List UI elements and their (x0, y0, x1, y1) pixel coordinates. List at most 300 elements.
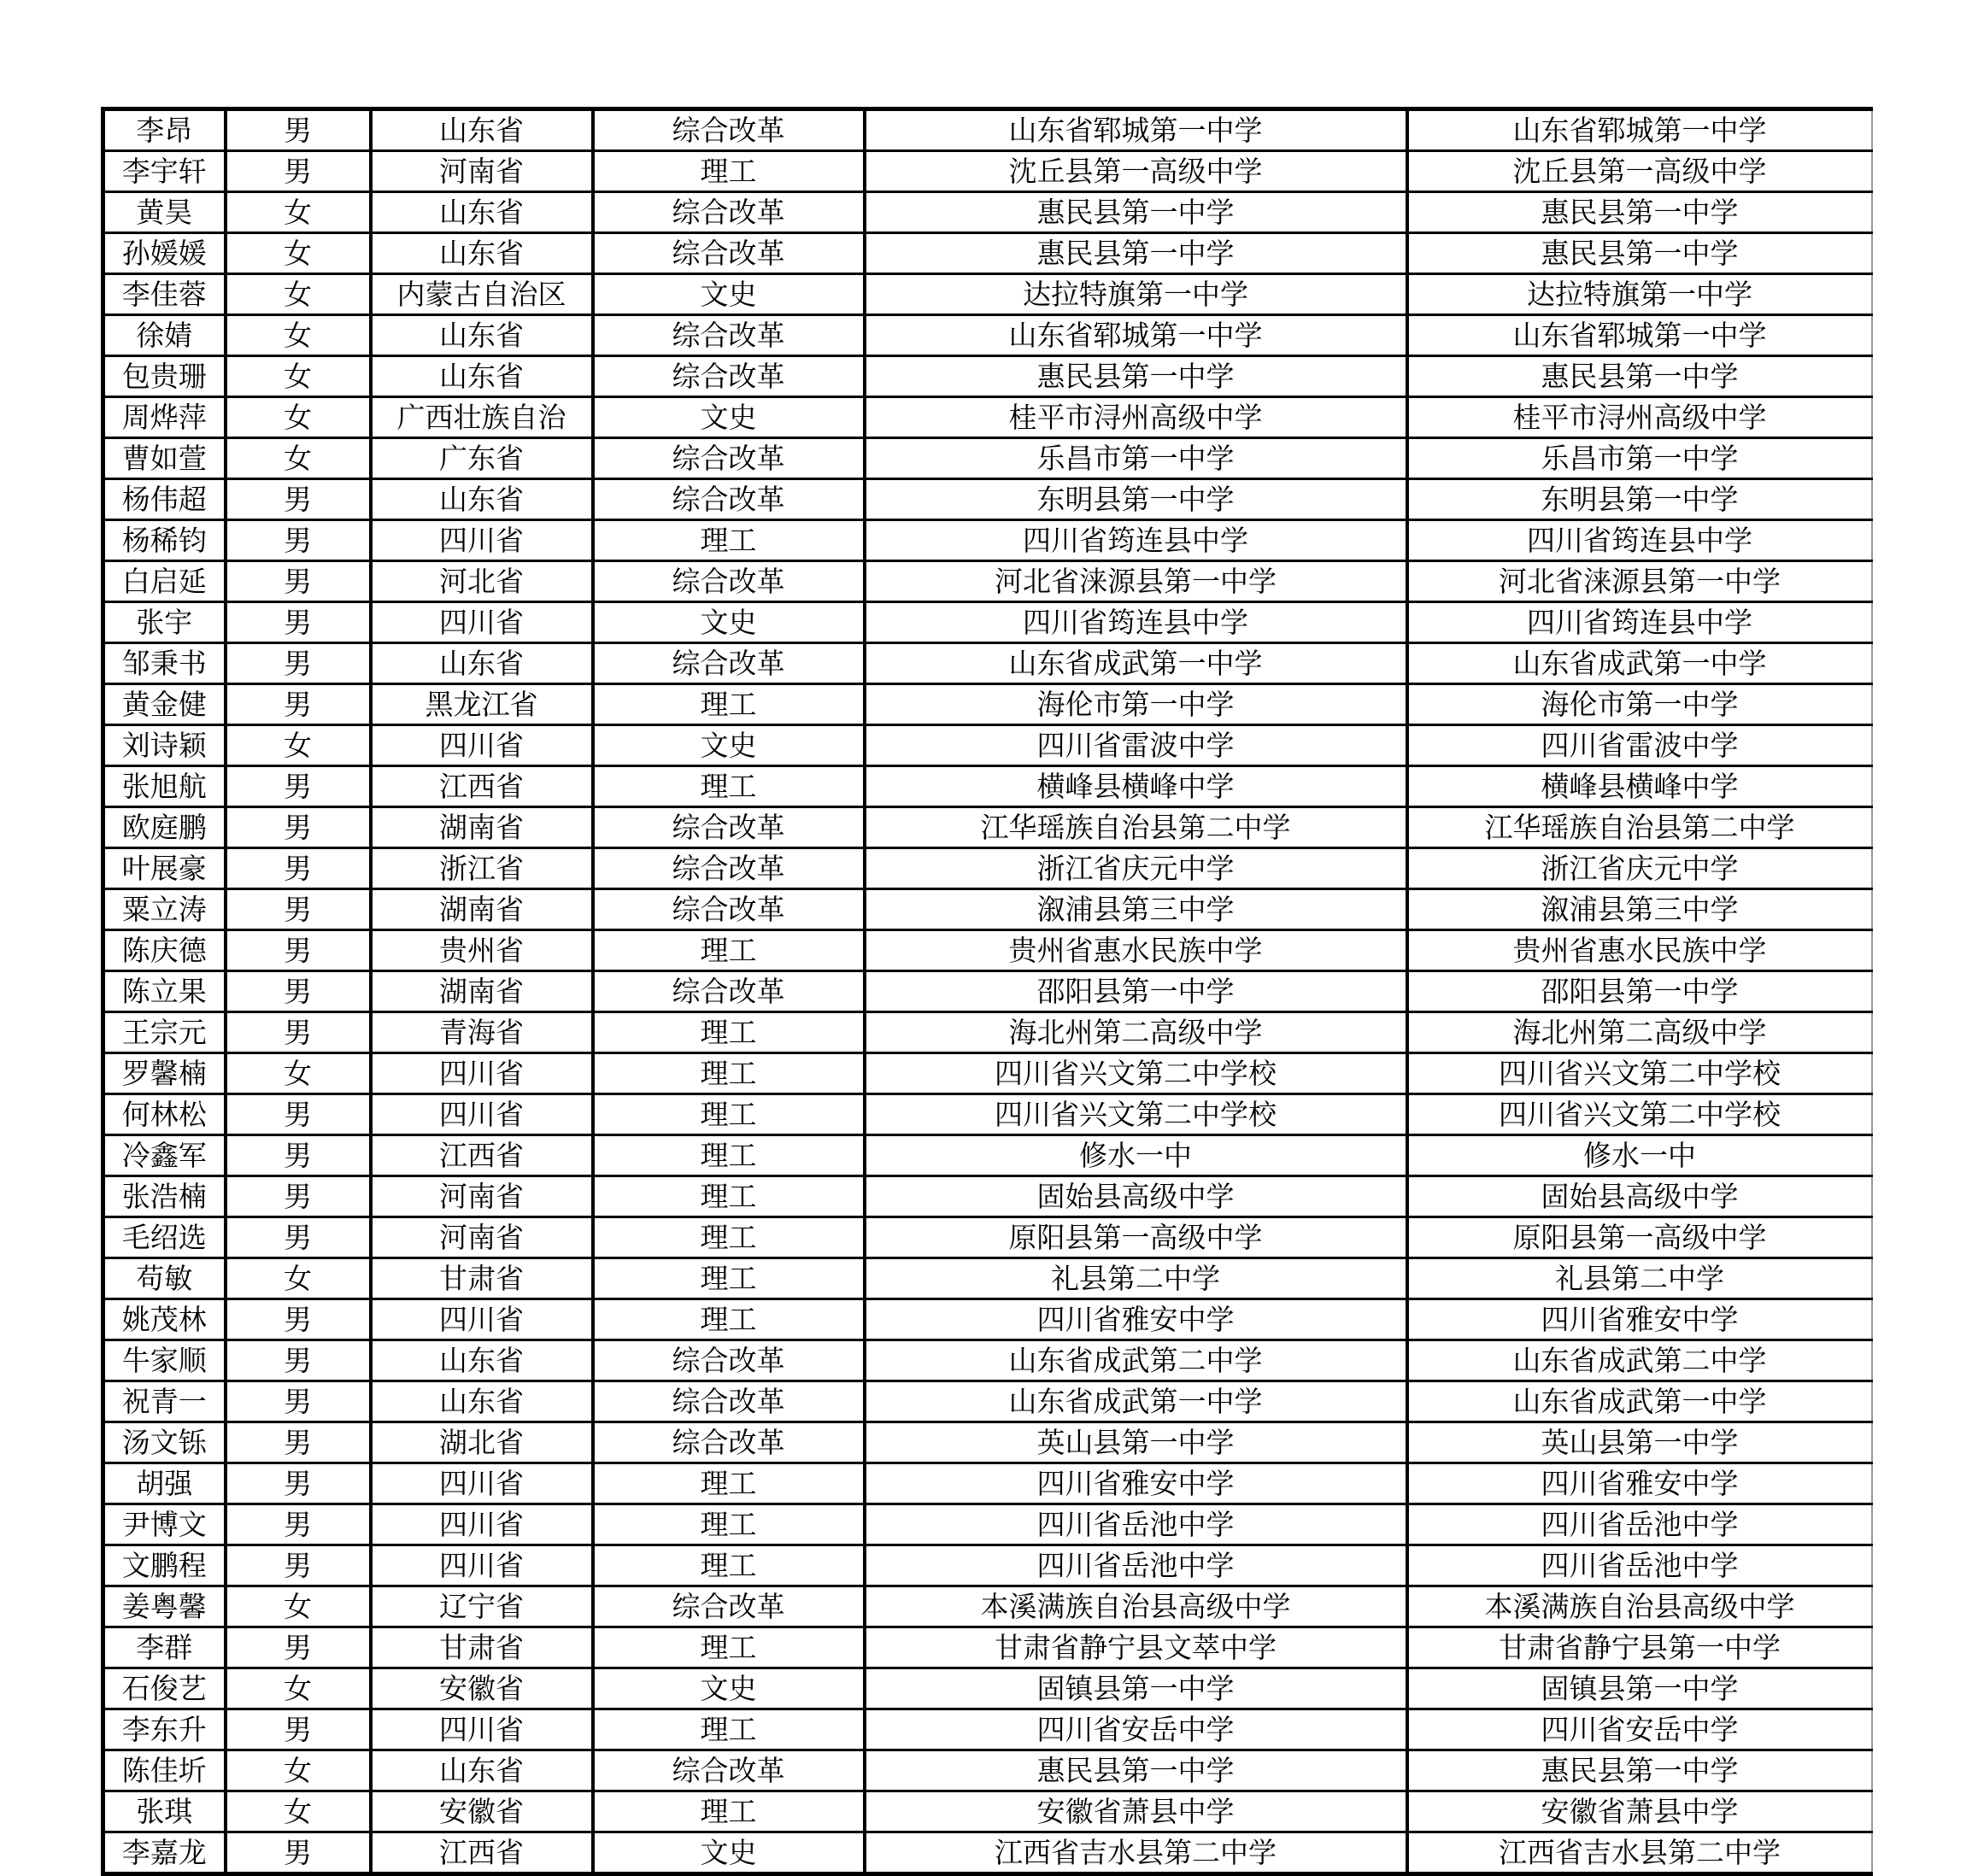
category-cell: 理工 (593, 684, 865, 725)
category-cell: 理工 (593, 1545, 865, 1586)
province-cell: 河南省 (371, 151, 593, 192)
gender-cell: 女 (226, 1750, 371, 1791)
province-cell: 山东省 (371, 315, 593, 356)
school-cell: 固镇县第一中学 (865, 1668, 1407, 1709)
table-row (103, 1586, 1872, 1627)
grad-school-cell: 东明县第一中学 (1407, 479, 1872, 520)
name-cell: 李东升 (103, 1709, 226, 1750)
name-cell: 张浩楠 (103, 1176, 226, 1217)
category-cell: 理工 (593, 1258, 865, 1299)
grad-school-cell: 四川省兴文第二中学校 (1407, 1094, 1872, 1135)
grad-school-cell: 惠民县第一中学 (1407, 356, 1872, 397)
school-cell: 惠民县第一中学 (865, 356, 1407, 397)
table-row (103, 1463, 1872, 1504)
school-cell: 四川省安岳中学 (865, 1709, 1407, 1750)
grad-school-cell: 四川省岳池中学 (1407, 1504, 1872, 1545)
category-cell: 综合改革 (593, 889, 865, 930)
table-row (103, 971, 1872, 1012)
grad-school-cell: 甘肃省静宁县第一中学 (1407, 1627, 1872, 1668)
table-row (103, 192, 1872, 233)
province-cell: 四川省 (371, 1545, 593, 1586)
school-cell: 四川省雅安中学 (865, 1463, 1407, 1504)
province-cell: 河北省 (371, 561, 593, 602)
school-cell: 海北州第二高级中学 (865, 1012, 1407, 1053)
table-row (103, 520, 1872, 561)
school-cell: 山东省郓城第一中学 (865, 109, 1407, 151)
school-cell: 修水一中 (865, 1135, 1407, 1176)
grad-school-cell: 沈丘县第一高级中学 (1407, 151, 1872, 192)
name-cell: 周烨萍 (103, 397, 226, 438)
grad-school-cell: 山东省郓城第一中学 (1407, 315, 1872, 356)
province-cell: 安徽省 (371, 1668, 593, 1709)
category-cell: 综合改革 (593, 192, 865, 233)
province-cell: 山东省 (371, 1750, 593, 1791)
school-cell: 四川省兴文第二中学校 (865, 1094, 1407, 1135)
name-cell: 黄昊 (103, 192, 226, 233)
province-cell: 四川省 (371, 1094, 593, 1135)
category-cell: 综合改革 (593, 971, 865, 1012)
category-cell: 综合改革 (593, 109, 865, 151)
grad-school-cell: 乐昌市第一中学 (1407, 438, 1872, 479)
table-row (103, 1422, 1872, 1463)
gender-cell: 男 (226, 684, 371, 725)
category-cell: 综合改革 (593, 356, 865, 397)
table-row (103, 1750, 1872, 1791)
gender-cell: 男 (226, 151, 371, 192)
gender-cell: 男 (226, 602, 371, 643)
name-cell: 文鹏程 (103, 1545, 226, 1586)
school-cell: 四川省筠连县中学 (865, 602, 1407, 643)
name-cell: 何林松 (103, 1094, 226, 1135)
table-row (103, 766, 1872, 807)
table-row (103, 1217, 1872, 1258)
gender-cell: 男 (226, 807, 371, 848)
school-cell: 固始县高级中学 (865, 1176, 1407, 1217)
category-cell: 综合改革 (593, 479, 865, 520)
province-cell: 安徽省 (371, 1791, 593, 1832)
province-cell: 湖南省 (371, 889, 593, 930)
school-cell: 浙江省庆元中学 (865, 848, 1407, 889)
gender-cell: 男 (226, 1709, 371, 1750)
grad-school-cell: 邵阳县第一中学 (1407, 971, 1872, 1012)
province-cell: 四川省 (371, 602, 593, 643)
table-row (103, 561, 1872, 602)
school-cell: 惠民县第一中学 (865, 1750, 1407, 1791)
category-cell: 理工 (593, 1217, 865, 1258)
table-row (103, 1176, 1872, 1217)
grad-school-cell: 四川省兴文第二中学校 (1407, 1053, 1872, 1094)
gender-cell: 女 (226, 233, 371, 274)
school-cell: 贵州省惠水民族中学 (865, 930, 1407, 971)
category-cell: 理工 (593, 1627, 865, 1668)
name-cell: 姚茂林 (103, 1299, 226, 1340)
gender-cell: 男 (226, 1299, 371, 1340)
gender-cell: 男 (226, 1012, 371, 1053)
grad-school-cell: 海北州第二高级中学 (1407, 1012, 1872, 1053)
name-cell: 粟立涛 (103, 889, 226, 930)
province-cell: 河南省 (371, 1217, 593, 1258)
province-cell: 山东省 (371, 479, 593, 520)
grad-school-cell: 达拉特旗第一中学 (1407, 274, 1872, 315)
grad-school-cell: 四川省雷波中学 (1407, 725, 1872, 766)
province-cell: 江西省 (371, 1832, 593, 1874)
table-row (103, 1135, 1872, 1176)
table-row (103, 1791, 1872, 1832)
name-cell: 祝青一 (103, 1381, 226, 1422)
school-cell: 乐昌市第一中学 (865, 438, 1407, 479)
table-row (103, 1258, 1872, 1299)
grad-school-cell: 贵州省惠水民族中学 (1407, 930, 1872, 971)
province-cell: 山东省 (371, 643, 593, 684)
name-cell: 张旭航 (103, 766, 226, 807)
table-row (103, 1094, 1872, 1135)
roster-body (103, 109, 1872, 1874)
province-cell: 江西省 (371, 1135, 593, 1176)
gender-cell: 女 (226, 725, 371, 766)
category-cell: 文史 (593, 274, 865, 315)
gender-cell: 男 (226, 520, 371, 561)
gender-cell: 男 (226, 1176, 371, 1217)
province-cell: 湖南省 (371, 971, 593, 1012)
school-cell: 四川省兴文第二中学校 (865, 1053, 1407, 1094)
category-cell: 理工 (593, 520, 865, 561)
province-cell: 四川省 (371, 520, 593, 561)
gender-cell: 女 (226, 1586, 371, 1627)
school-cell: 江西省吉水县第二中学 (865, 1832, 1407, 1874)
province-cell: 山东省 (371, 233, 593, 274)
table-row (103, 1832, 1872, 1874)
school-cell: 惠民县第一中学 (865, 192, 1407, 233)
name-cell: 刘诗颖 (103, 725, 226, 766)
name-cell: 王宗元 (103, 1012, 226, 1053)
gender-cell: 男 (226, 930, 371, 971)
category-cell: 理工 (593, 1299, 865, 1340)
table-row (103, 848, 1872, 889)
school-cell: 河北省涞源县第一中学 (865, 561, 1407, 602)
table-row (103, 1627, 1872, 1668)
province-cell: 山东省 (371, 1340, 593, 1381)
table-row (103, 1012, 1872, 1053)
school-cell: 横峰县横峰中学 (865, 766, 1407, 807)
gender-cell: 男 (226, 643, 371, 684)
school-cell: 安徽省萧县中学 (865, 1791, 1407, 1832)
province-cell: 青海省 (371, 1012, 593, 1053)
gender-cell: 女 (226, 274, 371, 315)
province-cell: 山东省 (371, 356, 593, 397)
category-cell: 理工 (593, 930, 865, 971)
category-cell: 理工 (593, 1504, 865, 1545)
school-cell: 江华瑶族自治县第二中学 (865, 807, 1407, 848)
gender-cell: 女 (226, 1791, 371, 1832)
name-cell: 陈立果 (103, 971, 226, 1012)
table-row (103, 315, 1872, 356)
name-cell: 陈庆德 (103, 930, 226, 971)
category-cell: 综合改革 (593, 1381, 865, 1422)
table-row (103, 397, 1872, 438)
table-row (103, 274, 1872, 315)
grad-school-cell: 四川省筠连县中学 (1407, 602, 1872, 643)
category-cell: 综合改革 (593, 561, 865, 602)
grad-school-cell: 江华瑶族自治县第二中学 (1407, 807, 1872, 848)
gender-cell: 男 (226, 766, 371, 807)
name-cell: 李昂 (103, 109, 226, 151)
school-cell: 山东省成武第一中学 (865, 643, 1407, 684)
grad-school-cell: 固镇县第一中学 (1407, 1668, 1872, 1709)
gender-cell: 男 (226, 1545, 371, 1586)
category-cell: 理工 (593, 1791, 865, 1832)
grad-school-cell: 河北省涞源县第一中学 (1407, 561, 1872, 602)
category-cell: 文史 (593, 602, 865, 643)
grad-school-cell: 修水一中 (1407, 1135, 1872, 1176)
school-cell: 达拉特旗第一中学 (865, 274, 1407, 315)
school-cell: 山东省成武第一中学 (865, 1381, 1407, 1422)
category-cell: 理工 (593, 1463, 865, 1504)
grad-school-cell: 安徽省萧县中学 (1407, 1791, 1872, 1832)
province-cell: 河南省 (371, 1176, 593, 1217)
school-cell: 山东省成武第二中学 (865, 1340, 1407, 1381)
category-cell: 理工 (593, 766, 865, 807)
category-cell: 理工 (593, 1176, 865, 1217)
name-cell: 陈佳圻 (103, 1750, 226, 1791)
table-row (103, 233, 1872, 274)
province-cell: 甘肃省 (371, 1258, 593, 1299)
category-cell: 综合改革 (593, 848, 865, 889)
grad-school-cell: 溆浦县第三中学 (1407, 889, 1872, 930)
school-cell: 礼县第二中学 (865, 1258, 1407, 1299)
school-cell: 惠民县第一中学 (865, 233, 1407, 274)
gender-cell: 男 (226, 889, 371, 930)
gender-cell: 男 (226, 109, 371, 151)
gender-cell: 男 (226, 1627, 371, 1668)
province-cell: 浙江省 (371, 848, 593, 889)
grad-school-cell: 海伦市第一中学 (1407, 684, 1872, 725)
gender-cell: 女 (226, 192, 371, 233)
table-row (103, 930, 1872, 971)
grad-school-cell: 横峰县横峰中学 (1407, 766, 1872, 807)
name-cell: 杨伟超 (103, 479, 226, 520)
table-row (103, 479, 1872, 520)
gender-cell: 女 (226, 315, 371, 356)
grad-school-cell: 四川省安岳中学 (1407, 1709, 1872, 1750)
category-cell: 综合改革 (593, 315, 865, 356)
gender-cell: 男 (226, 1422, 371, 1463)
school-cell: 山东省郓城第一中学 (865, 315, 1407, 356)
gender-cell: 男 (226, 1094, 371, 1135)
gender-cell: 男 (226, 1217, 371, 1258)
gender-cell: 男 (226, 1504, 371, 1545)
school-cell: 溆浦县第三中学 (865, 889, 1407, 930)
school-cell: 四川省雷波中学 (865, 725, 1407, 766)
gender-cell: 女 (226, 397, 371, 438)
category-cell: 文史 (593, 397, 865, 438)
grad-school-cell: 四川省筠连县中学 (1407, 520, 1872, 561)
school-cell: 英山县第一中学 (865, 1422, 1407, 1463)
name-cell: 罗馨楠 (103, 1053, 226, 1094)
name-cell: 汤文铄 (103, 1422, 226, 1463)
grad-school-cell: 山东省成武第一中学 (1407, 643, 1872, 684)
table-row (103, 1709, 1872, 1750)
category-cell: 理工 (593, 1053, 865, 1094)
province-cell: 黑龙江省 (371, 684, 593, 725)
name-cell: 胡强 (103, 1463, 226, 1504)
name-cell: 徐婧 (103, 315, 226, 356)
gender-cell: 男 (226, 561, 371, 602)
school-cell: 邵阳县第一中学 (865, 971, 1407, 1012)
category-cell: 理工 (593, 1094, 865, 1135)
table-row (103, 684, 1872, 725)
grad-school-cell: 山东省郓城第一中学 (1407, 109, 1872, 151)
gender-cell: 男 (226, 1135, 371, 1176)
name-cell: 白启延 (103, 561, 226, 602)
school-cell: 四川省雅安中学 (865, 1299, 1407, 1340)
name-cell: 李群 (103, 1627, 226, 1668)
school-cell: 四川省筠连县中学 (865, 520, 1407, 561)
table-row (103, 356, 1872, 397)
name-cell: 包贵珊 (103, 356, 226, 397)
grad-school-cell: 四川省岳池中学 (1407, 1545, 1872, 1586)
table-row (103, 643, 1872, 684)
name-cell: 邹秉书 (103, 643, 226, 684)
table-row (103, 1340, 1872, 1381)
school-cell: 本溪满族自治县高级中学 (865, 1586, 1407, 1627)
name-cell: 石俊艺 (103, 1668, 226, 1709)
grad-school-cell: 原阳县第一高级中学 (1407, 1217, 1872, 1258)
gender-cell: 女 (226, 1668, 371, 1709)
province-cell: 江西省 (371, 766, 593, 807)
gender-cell: 男 (226, 971, 371, 1012)
name-cell: 姜粤馨 (103, 1586, 226, 1627)
province-cell: 四川省 (371, 1463, 593, 1504)
school-cell: 甘肃省静宁县文萃中学 (865, 1627, 1407, 1668)
school-cell: 四川省岳池中学 (865, 1545, 1407, 1586)
category-cell: 综合改革 (593, 1422, 865, 1463)
category-cell: 理工 (593, 1709, 865, 1750)
name-cell: 曹如萱 (103, 438, 226, 479)
gender-cell: 女 (226, 356, 371, 397)
name-cell: 李佳蓉 (103, 274, 226, 315)
school-cell: 四川省岳池中学 (865, 1504, 1407, 1545)
category-cell: 综合改革 (593, 643, 865, 684)
table-row (103, 1504, 1872, 1545)
gender-cell: 男 (226, 1832, 371, 1874)
province-cell: 四川省 (371, 725, 593, 766)
category-cell: 理工 (593, 151, 865, 192)
grad-school-cell: 英山县第一中学 (1407, 1422, 1872, 1463)
category-cell: 综合改革 (593, 1340, 865, 1381)
name-cell: 李宇轩 (103, 151, 226, 192)
name-cell: 牛家顺 (103, 1340, 226, 1381)
gender-cell: 男 (226, 1340, 371, 1381)
province-cell: 四川省 (371, 1299, 593, 1340)
school-cell: 海伦市第一中学 (865, 684, 1407, 725)
table-row (103, 1299, 1872, 1340)
grad-school-cell: 山东省成武第二中学 (1407, 1340, 1872, 1381)
grad-school-cell: 四川省雅安中学 (1407, 1463, 1872, 1504)
province-cell: 山东省 (371, 192, 593, 233)
gender-cell: 女 (226, 438, 371, 479)
grad-school-cell: 四川省雅安中学 (1407, 1299, 1872, 1340)
category-cell: 文史 (593, 1668, 865, 1709)
category-cell: 综合改革 (593, 1750, 865, 1791)
category-cell: 综合改革 (593, 807, 865, 848)
province-cell: 广西壮族自治 (371, 397, 593, 438)
province-cell: 四川省 (371, 1709, 593, 1750)
category-cell: 理工 (593, 1012, 865, 1053)
table-row (103, 725, 1872, 766)
category-cell: 理工 (593, 1135, 865, 1176)
name-cell: 杨稀钧 (103, 520, 226, 561)
grad-school-cell: 桂平市浔州高级中学 (1407, 397, 1872, 438)
gender-cell: 女 (226, 1053, 371, 1094)
name-cell: 李嘉龙 (103, 1832, 226, 1874)
name-cell: 毛绍选 (103, 1217, 226, 1258)
table-row (103, 109, 1872, 151)
name-cell: 欧庭鹏 (103, 807, 226, 848)
name-cell: 叶展豪 (103, 848, 226, 889)
grad-school-cell: 山东省成武第一中学 (1407, 1381, 1872, 1422)
name-cell: 张宇 (103, 602, 226, 643)
table-row (103, 889, 1872, 930)
name-cell: 尹博文 (103, 1504, 226, 1545)
grad-school-cell: 礼县第二中学 (1407, 1258, 1872, 1299)
table-row (103, 602, 1872, 643)
province-cell: 内蒙古自治区 (371, 274, 593, 315)
province-cell: 辽宁省 (371, 1586, 593, 1627)
grad-school-cell: 江西省吉水县第二中学 (1407, 1832, 1872, 1874)
grad-school-cell: 浙江省庆元中学 (1407, 848, 1872, 889)
table-row (103, 438, 1872, 479)
category-cell: 文史 (593, 725, 865, 766)
school-cell: 原阳县第一高级中学 (865, 1217, 1407, 1258)
table-row (103, 1668, 1872, 1709)
school-cell: 桂平市浔州高级中学 (865, 397, 1407, 438)
category-cell: 综合改革 (593, 1586, 865, 1627)
table-row (103, 151, 1872, 192)
grad-school-cell: 惠民县第一中学 (1407, 233, 1872, 274)
name-cell: 黄金健 (103, 684, 226, 725)
grad-school-cell: 固始县高级中学 (1407, 1176, 1872, 1217)
province-cell: 广东省 (371, 438, 593, 479)
school-cell: 东明县第一中学 (865, 479, 1407, 520)
name-cell: 苟敏 (103, 1258, 226, 1299)
category-cell: 综合改革 (593, 233, 865, 274)
gender-cell: 男 (226, 1381, 371, 1422)
category-cell: 综合改革 (593, 438, 865, 479)
gender-cell: 男 (226, 1463, 371, 1504)
province-cell: 贵州省 (371, 930, 593, 971)
province-cell: 四川省 (371, 1504, 593, 1545)
grad-school-cell: 惠民县第一中学 (1407, 1750, 1872, 1791)
gender-cell: 男 (226, 479, 371, 520)
gender-cell: 男 (226, 848, 371, 889)
name-cell: 冷鑫军 (103, 1135, 226, 1176)
province-cell: 甘肃省 (371, 1627, 593, 1668)
name-cell: 孙媛媛 (103, 233, 226, 274)
province-cell: 湖南省 (371, 807, 593, 848)
name-cell: 张琪 (103, 1791, 226, 1832)
table-row (103, 807, 1872, 848)
province-cell: 湖北省 (371, 1422, 593, 1463)
school-cell: 沈丘县第一高级中学 (865, 151, 1407, 192)
roster-table (101, 107, 1873, 1876)
grad-school-cell: 本溪满族自治县高级中学 (1407, 1586, 1872, 1627)
grad-school-cell: 惠民县第一中学 (1407, 192, 1872, 233)
roster-sheet (101, 107, 1869, 1876)
table-row (103, 1545, 1872, 1586)
province-cell: 山东省 (371, 1381, 593, 1422)
province-cell: 山东省 (371, 109, 593, 151)
table-row (103, 1381, 1872, 1422)
